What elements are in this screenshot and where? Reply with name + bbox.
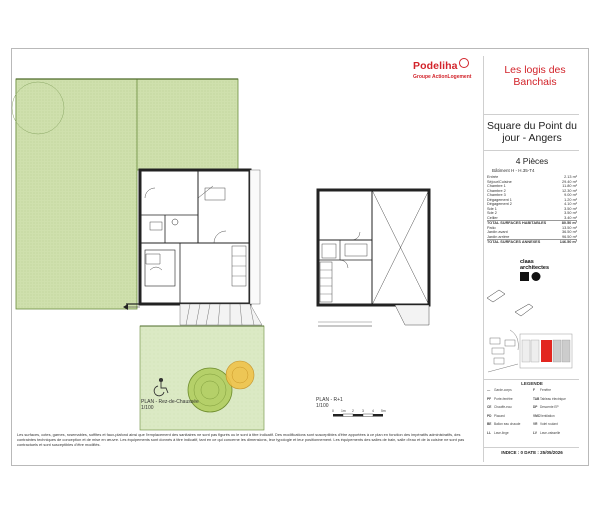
legend-symbol: PF [487,396,492,401]
legend-item [533,414,555,418]
surface-value: 12.30 m² [562,188,577,193]
surface-value: 80.50 m² [557,221,577,226]
architect-name [520,260,549,271]
surface-label: Jardin avant [487,230,508,234]
legend-label: Ventilation [540,413,555,418]
architect-line-1: claas [520,259,534,265]
plan-name: PLAN - Rez-de-Chaussée [141,399,199,405]
sidebar-separator [483,379,579,380]
surface-label: TOTAL SURFACES ANNEXES [487,240,557,245]
legend-symbol: — [487,388,491,392]
surface-label: Chambre 3 [487,193,506,197]
sidebar-divider [483,56,484,462]
unit-reference: Bâtiment H - H.35-T4 [492,168,535,173]
legend-item [487,422,520,426]
legend-label: Descente EP [540,405,559,409]
legend-symbol: LL [487,430,491,435]
legend-label: Porte-fenêtre [494,396,513,401]
scale-label: 0 [332,409,334,413]
legend-symbol: TAB [533,396,540,401]
revision-index: INDICE : 0 DATE : 25/05/2026 [501,450,563,455]
scale-bar [333,414,383,417]
scale-label: 4 [372,409,374,413]
legend-label: Lave-linge [494,430,509,435]
surface-label: Sde 2 [487,211,497,215]
legend-label: Placard [494,413,505,418]
front-garden [140,326,264,430]
legend-symbol: VMC [533,413,541,418]
legend-item [533,431,560,435]
architect-line-2: architectes [520,264,550,271]
disclaimer-text: Les surfaces, cotes, garnes, rosemables, soffites et faux-plafond ainsi que l'emplacement des sanitaires ne sont pas figurés ou le sont à titre indicatif. Des modifications sont susceptibles d'être apportées à ce plan en fonction des impératifs administratifs, des contraintes techniques de conception et de mise en œuvre. Les équipements sont donnés à titre indicatif, tant en ce qui concerne les dimensions, leur typologie et leur positionnement. Les équipements des salles de bain, salle d'eau et de la cuisine ne sont pas contractuels et sont susceptibles d'être modifiés. [17,432,465,448]
legend-item [487,397,513,401]
first-floor-plan [318,190,429,326]
legend-item [487,431,509,435]
sidebar-separator [483,114,579,115]
surface-label: Jardin arrière [487,234,510,239]
surface-value: 3.40 m² [564,215,577,220]
surface-label: Entrée [487,175,499,179]
legend-symbol: LV [533,430,537,435]
surface-value: 36.50 m² [562,230,577,234]
sidebar-separator [483,447,579,448]
surface-label: Dégagement 1 [487,197,512,202]
surface-label: Chambre 1 [487,184,506,188]
legend-item [533,405,559,409]
legend-item [533,422,558,426]
sidebar-separator [483,150,579,151]
plan-caption-first [316,397,343,409]
surface-label: Sde 1 [487,206,497,211]
legend-label: Garde-corps [494,388,512,392]
surface-value: 2.13 m² [564,175,577,179]
project-title: Les logis des Banchais [504,64,566,88]
legend-item [487,388,512,392]
scale-label: 2 [352,409,354,413]
legend-label: Lave-vaisselle [540,430,561,435]
surface-table [487,175,577,245]
surface-row [487,240,577,245]
unit-type: 4 Pièces [515,156,549,166]
surface-row [487,221,577,226]
legend-label: Tableau électrique [540,396,566,401]
legend-item [533,388,551,392]
plan-scale: 1/100 [141,405,154,411]
architect-logo-shapes [520,272,541,281]
plan-name: PLAN - R+1 [316,397,343,403]
legend-label: Fenêtre [540,388,551,392]
legend-item [487,405,512,409]
surface-value: 3.50 m² [564,206,577,211]
project-address: Square du Point du jour - Angers [487,120,577,144]
surface-value: 4.10 m² [564,202,577,206]
surface-label: Dégagement 2 [487,202,512,206]
brand-logo-icon [459,58,469,68]
brand-group: Groupe ActionLogement [413,74,472,80]
legend-label: Ballon eau chaude [494,422,521,426]
legend-symbol: PD [487,413,492,418]
brand-name: Podeliha [413,60,458,72]
surface-label: Séjour/Cuisine [487,179,512,184]
scale-label: 5m [381,409,386,413]
legend-label: Volet roulant [540,422,558,426]
legend-title: LEGENDE [521,381,543,386]
surface-value: 146.50 m² [557,240,577,245]
scale-label: 3 [362,409,364,413]
legend-item [533,397,566,401]
plan-caption-ground [141,399,199,411]
legend-label: Chauffe-eau [494,405,512,409]
surface-value: 29.40 m² [562,179,577,184]
legend-symbol: F [533,388,535,392]
surface-value: 3.50 m² [564,211,577,215]
surface-value: 9.00 m² [564,193,577,197]
surface-value: 1.20 m² [564,197,577,202]
surface-value: 11.80 m² [562,184,577,188]
legend-symbol: BE [487,422,492,426]
surface-value: 13.50 m² [562,225,577,230]
surface-label: Chambre 2 [487,188,506,193]
location-map [487,290,579,378]
legend-symbol: DP [533,405,538,409]
legend-symbol: CE [487,405,492,409]
surface-label: Cellier [487,215,498,220]
ground-floor-plan [140,170,250,304]
surface-value: 96.50 m² [562,234,577,239]
scale-label: 1m [341,409,346,413]
surface-label: TOTAL SURFACES HABITABLES [487,221,557,226]
legend-item [487,414,505,418]
plan-scale: 1/100 [316,403,329,409]
legend-symbol: VR [533,422,538,426]
surface-label: Patio [487,225,496,230]
